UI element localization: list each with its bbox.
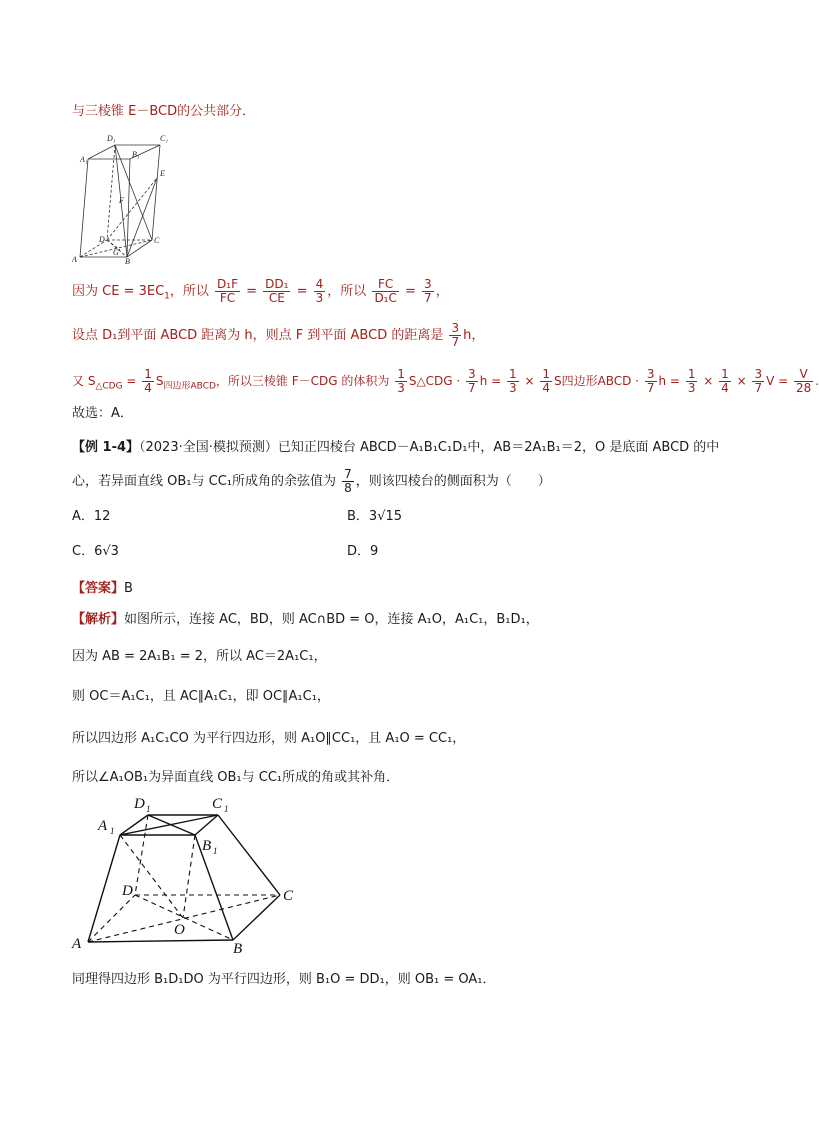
analysis-line-2: 因为 AB = 2A₁B₁ = 2，所以 AC＝2A₁C₁， — [72, 649, 327, 664]
fig1-label-A1: A₁ — [80, 155, 88, 164]
fig2-label-O: O — [174, 922, 185, 938]
option-c: C．6√3 — [72, 544, 119, 559]
frustum-figure — [70, 790, 310, 958]
svg-text:1: 1 — [213, 846, 218, 856]
previous-answer: 故选：A． — [72, 406, 133, 421]
fig2-label-D1: D — [134, 796, 145, 812]
fig2-label-C: C — [283, 888, 294, 904]
analysis-line-5: 所以∠A₁OB₁为异面直线 OB₁与 CC₁所成的角或其补角． — [72, 770, 400, 785]
fraction-3-7: $\frac{3}{7}$ — [424, 277, 432, 305]
fig1-label-F: F — [119, 196, 124, 205]
fig1-label-C: C — [154, 236, 160, 245]
svg-text:1: 1 — [110, 826, 115, 836]
fig2-label-A: A — [72, 936, 82, 952]
analysis-line-3: 则 OC＝A₁C₁，且 AC∥A₁C₁，即 OC∥A₁C₁， — [72, 689, 330, 704]
answer-value: B — [124, 581, 133, 596]
text-line-distance: 设点 D₁到平面 ABCD 距离为 h，则点 F 到平面 ABCD 的距离是 $\frac{3}{7}$ h， — [72, 321, 485, 349]
fig1-label-E: E — [160, 169, 165, 178]
fig2-label-B1: B — [202, 838, 212, 854]
fraction-fc-d1c: $\frac{FC}{\text{D₁C}}$ — [374, 277, 397, 305]
fraction-3-7-h: $\frac{3}{7}$ — [451, 321, 460, 349]
fig1-label-B1: B₁ — [132, 150, 140, 159]
fig2-label-A1: A — [98, 818, 108, 834]
fig1-label-D: D — [99, 235, 105, 244]
fraction-d1f-fc: $\frac{\text{D₁F}}{FC}$ — [217, 277, 238, 305]
option-b: B．3√15 — [347, 509, 403, 524]
fraction-7-8: $\frac{7}{8}$ — [344, 467, 352, 495]
option-a: A．12 — [72, 509, 111, 524]
analysis-line-4: 所以四边形 A₁C₁CO 为平行四边形，则 A₁O∥CC₁，且 A₁O = CC₁， — [72, 731, 466, 746]
example-line-1: 【例 1-4】（2023·全国·模拟预测）已知正四棱台 ABCD－A₁B₁C₁D₁中，AB＝2A₁B₁＝2，O 是底面 ABCD 的中 — [72, 440, 720, 455]
fig1-label-C1: C₁ — [160, 134, 169, 143]
analysis-line-1: 【解析】如图所示，连接 AC，BD，则 AC∩BD = O，连接 A₁O，A₁C₁，B₁D₁， — [72, 612, 539, 627]
fig2-label-C1: C — [212, 796, 223, 812]
svg-text:1: 1 — [146, 804, 151, 814]
fig2-label-B: B — [233, 941, 243, 957]
fig1-label-B: B — [125, 257, 130, 266]
analysis-line-6: 同理得四边形 B₁D₁DO 为平行四边形，则 B₁O = DD₁，则 OB₁ = OA₁． — [72, 972, 496, 987]
fig1-label-A: A — [72, 255, 77, 264]
answer-line — [72, 579, 133, 599]
fraction-dd1-ce: $\frac{\text{DD₁}}{CE}$ — [265, 277, 289, 305]
text-line-ratio: 因为 CE = $3EC_1$，所以 $\frac{\text{D₁F}}{FC}$ = $\frac{\text{DD₁}}{CE}$ = $\frac{4}{3}$ ，所以 $\frac{FC}{\text{D₁C}}$ = $\frac{3}{7}$ ， — [72, 277, 449, 305]
fig1-label-D1: D₁ — [107, 134, 116, 143]
fig2-label-D: D — [122, 883, 133, 899]
text-line-common-part: 与三棱锥 E－BCD的公共部分． — [72, 104, 256, 119]
text-line-volume: 又 $S_{\triangle CDG}$ = $\frac{1}{4}$ $S_{四边形ABCD}$，所以三棱锥 F－CDG 的体积为 $\frac{1}{3}$ S△CDG · $\frac{3}{7}$ h = $\frac{1}{3}$ × $\frac{1}{4}$ S四边形ABCD · $\frac{3}{7}$ h = $\frac{1}{3}$ × $\frac{1}{4}$ × $\frac{3}{7}$ V = $\frac{V}{28}$ . — [72, 367, 819, 395]
answer-tag: 【答案】 — [72, 581, 125, 596]
prism-figure — [72, 130, 180, 266]
example-tag: 【例 1-4】 — [72, 440, 140, 455]
option-d: D．9 — [347, 544, 379, 559]
fraction-4-3: $\frac{4}{3}$ — [315, 277, 324, 305]
analysis-tag: 【解析】 — [72, 612, 125, 627]
example-line-2: 心，若异面直线 OB₁与 CC₁所成角的余弦值为 $\frac{7}{8}$ ，则该四棱台的侧面积为（ ） — [72, 467, 551, 495]
fig1-label-G: G — [113, 248, 119, 257]
svg-text:1: 1 — [224, 804, 229, 814]
